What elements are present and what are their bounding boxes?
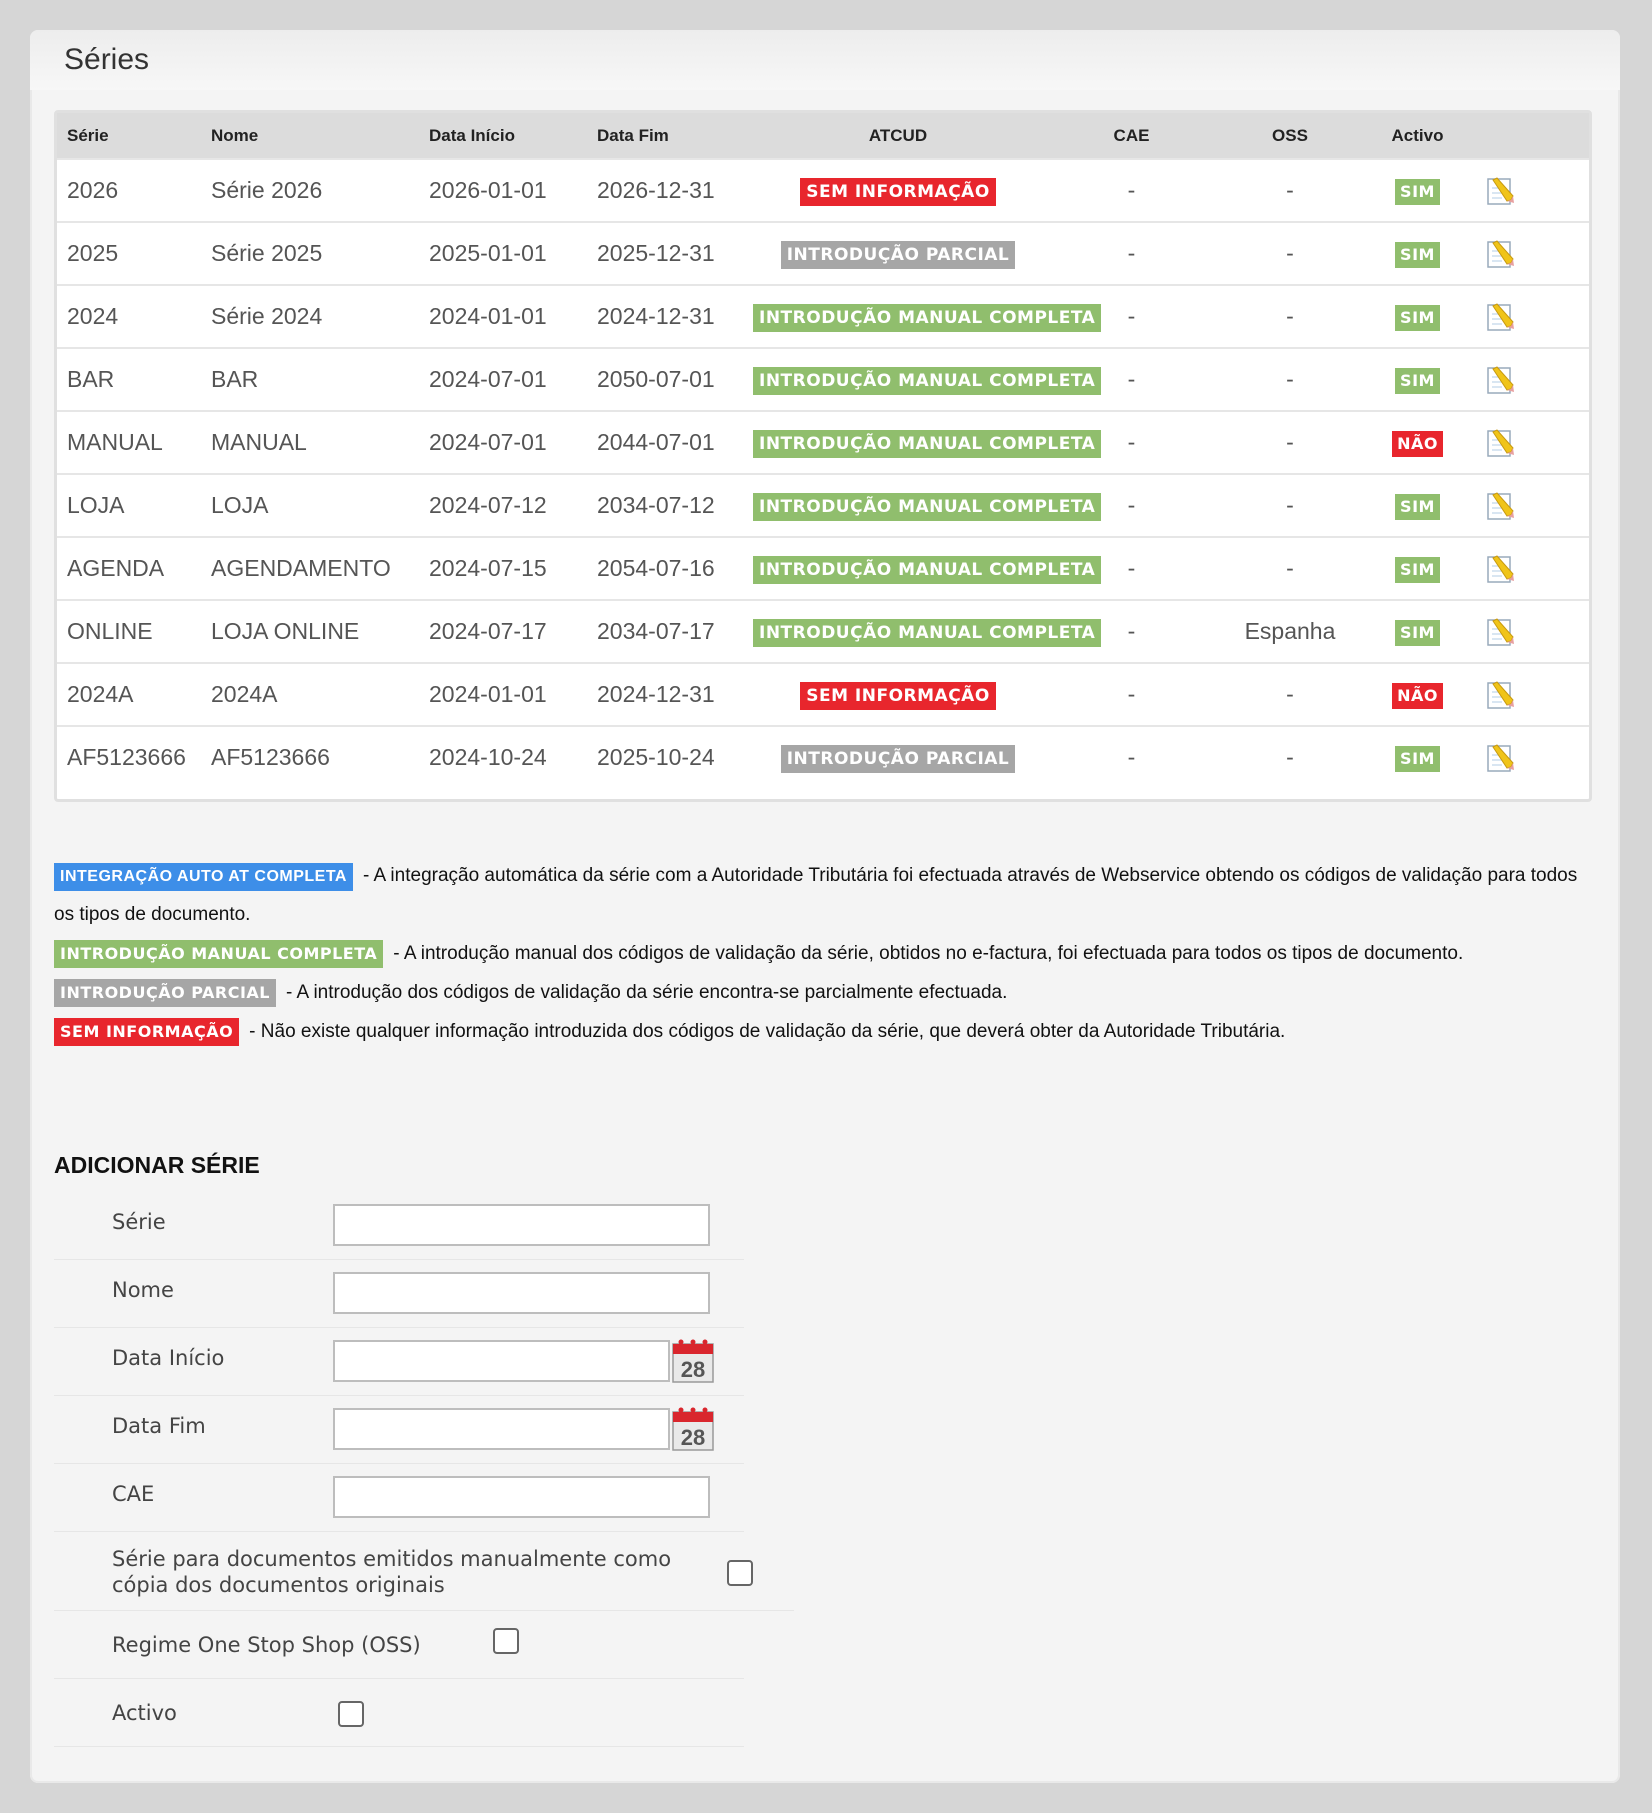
cell-activo	[1360, 222, 1475, 285]
atcud-legend	[54, 856, 1594, 1051]
legend-badge: INTRODUÇÃO PARCIAL	[54, 979, 276, 1007]
activo-status-badge: SIM	[1395, 242, 1440, 268]
cell-serie: AGENDA	[57, 537, 211, 600]
cell-oss: -	[1220, 285, 1360, 348]
cell-data-fim: 2026-12-31	[597, 159, 753, 222]
activo-status-badge: SIM	[1395, 557, 1440, 583]
edit-pencil-icon[interactable]	[1485, 680, 1515, 706]
col-header-cae[interactable]: CAE	[1113, 125, 1150, 145]
cell-cae: -	[1043, 285, 1220, 348]
cell-activo	[1360, 159, 1475, 222]
data-inicio-input[interactable]	[333, 1340, 670, 1382]
table-header-row	[57, 113, 1589, 159]
cell-edit	[1475, 411, 1589, 474]
cell-oss: -	[1220, 222, 1360, 285]
col-header-data-inicio[interactable]: Data Início	[429, 125, 515, 145]
activo-status-badge: SIM	[1395, 179, 1440, 205]
oss-label: Regime One Stop Shop (OSS)	[112, 1633, 421, 1657]
form-row-manual-copy	[54, 1532, 794, 1611]
cell-data-inicio: 2025-01-01	[429, 222, 597, 285]
edit-pencil-icon[interactable]	[1485, 302, 1515, 328]
activo-status-badge: SIM	[1395, 746, 1440, 772]
cell-atcud	[753, 222, 1043, 285]
nome-label: Nome	[112, 1278, 174, 1302]
edit-pencil-icon[interactable]	[1485, 365, 1515, 391]
cell-oss: -	[1220, 474, 1360, 537]
col-header-nome[interactable]: Nome	[211, 125, 259, 145]
cell-data-inicio: 2024-07-15	[429, 537, 597, 600]
cae-label: CAE	[112, 1482, 155, 1506]
form-row-nome	[54, 1260, 744, 1328]
panel-header	[30, 30, 1620, 90]
cell-data-fim: 2025-10-24	[597, 726, 753, 788]
cell-edit	[1475, 285, 1589, 348]
cell-data-inicio: 2024-01-01	[429, 285, 597, 348]
cell-serie: MANUAL	[57, 411, 211, 474]
cell-data-inicio: 2024-07-01	[429, 348, 597, 411]
cell-oss: -	[1220, 348, 1360, 411]
cell-data-inicio: 2026-01-01	[429, 159, 597, 222]
calendar-day-text: 28	[680, 1425, 706, 1450]
data-inicio-label: Data Início	[112, 1346, 225, 1370]
legend-text: - A introdução manual dos códigos de validação da série, obtidos no e-factura, foi efectuada para todos os tipos de documento.	[393, 943, 1464, 964]
cell-atcud	[753, 348, 1096, 411]
cell-data-fim: 2024-12-31	[597, 285, 753, 348]
series-table-container	[54, 110, 1592, 802]
table-row[interactable]	[57, 159, 1589, 222]
cell-data-inicio: 2024-01-01	[429, 663, 597, 726]
form-row-data-inicio	[54, 1328, 744, 1396]
cell-data-fim: 2025-12-31	[597, 222, 753, 285]
form-row-activo	[54, 1679, 744, 1747]
page-title: Séries	[64, 43, 150, 76]
cell-data-fim: 2044-07-01	[597, 411, 753, 474]
data-fim-input[interactable]	[333, 1408, 670, 1450]
form-row-oss	[54, 1611, 744, 1679]
legend-item	[54, 934, 1594, 973]
cell-activo	[1360, 600, 1475, 663]
atcud-status-badge: INTRODUÇÃO PARCIAL	[781, 745, 1016, 773]
cell-nome: 2024A	[211, 663, 429, 726]
activo-label: Activo	[112, 1701, 177, 1725]
cell-serie: LOJA	[57, 474, 211, 537]
calendar-icon[interactable]	[671, 1338, 715, 1384]
legend-item	[54, 1012, 1594, 1051]
cell-data-inicio: 2024-07-01	[429, 411, 597, 474]
atcud-status-badge: INTRODUÇÃO MANUAL COMPLETA	[753, 493, 1101, 521]
atcud-status-badge: INTRODUÇÃO MANUAL COMPLETA	[753, 304, 1101, 332]
series-table	[57, 113, 1589, 788]
calendar-icon[interactable]	[671, 1406, 715, 1452]
activo-status-badge: SIM	[1395, 620, 1440, 646]
cell-edit	[1475, 537, 1589, 600]
table-row[interactable]	[57, 222, 1589, 285]
cell-edit	[1475, 222, 1589, 285]
cell-data-fim: 2050-07-01	[597, 348, 753, 411]
cell-oss: -	[1220, 537, 1360, 600]
cell-cae: -	[1043, 726, 1220, 788]
cell-atcud	[753, 537, 1096, 600]
edit-pencil-icon[interactable]	[1485, 428, 1515, 454]
table-row[interactable]	[57, 663, 1589, 726]
manual-copy-checkbox[interactable]	[727, 1560, 753, 1586]
cell-activo	[1360, 285, 1475, 348]
col-header-edit	[1475, 113, 1589, 159]
legend-badge: INTRODUÇÃO MANUAL COMPLETA	[54, 940, 383, 968]
edit-pencil-icon[interactable]	[1485, 743, 1515, 769]
cell-activo	[1360, 474, 1475, 537]
cell-nome: AGENDAMENTO	[211, 537, 429, 600]
activo-checkbox[interactable]	[338, 1701, 364, 1727]
serie-label: Série	[112, 1210, 166, 1234]
cell-edit	[1475, 600, 1589, 663]
cell-oss: -	[1220, 726, 1360, 788]
cell-edit	[1475, 663, 1589, 726]
manual-copy-label: Série para documentos emitidos manualmente como cópia dos documentos originais	[112, 1547, 672, 1597]
table-row[interactable]	[57, 348, 1589, 411]
table-body	[57, 159, 1589, 788]
oss-checkbox[interactable]	[493, 1628, 519, 1654]
cell-edit	[1475, 474, 1589, 537]
cell-oss: -	[1220, 411, 1360, 474]
cell-cae: -	[1043, 411, 1220, 474]
cell-data-inicio: 2024-07-17	[429, 600, 597, 663]
cell-nome: BAR	[211, 348, 429, 411]
cell-nome: Série 2025	[211, 222, 429, 285]
col-header-atcud[interactable]: ATCUD	[868, 125, 928, 145]
cell-serie: 2024A	[57, 663, 211, 726]
cell-activo	[1360, 663, 1475, 726]
cell-atcud	[753, 474, 1096, 537]
cell-serie: 2025	[57, 222, 211, 285]
cell-nome: Série 2026	[211, 159, 429, 222]
col-header-data-fim[interactable]: Data Fim	[597, 125, 669, 145]
cell-atcud	[753, 663, 1043, 726]
atcud-status-badge: INTRODUÇÃO MANUAL COMPLETA	[753, 430, 1101, 458]
activo-status-badge: SIM	[1395, 368, 1440, 394]
cell-edit	[1475, 348, 1589, 411]
cell-serie: 2024	[57, 285, 211, 348]
edit-pencil-icon[interactable]	[1485, 239, 1515, 265]
cell-oss: Espanha	[1220, 600, 1360, 663]
series-panel	[30, 30, 1620, 1783]
cell-cae: -	[1043, 600, 1220, 663]
table-row[interactable]	[57, 411, 1589, 474]
cell-serie: BAR	[57, 348, 211, 411]
activo-status-badge: SIM	[1395, 494, 1440, 520]
activo-status-badge: NÃO	[1392, 683, 1443, 709]
atcud-status-badge: INTRODUÇÃO MANUAL COMPLETA	[753, 556, 1101, 584]
cell-serie: AF5123666	[57, 726, 211, 788]
cell-atcud	[753, 600, 1096, 663]
cell-data-fim: 2024-12-31	[597, 663, 753, 726]
cell-nome: MANUAL	[211, 411, 429, 474]
cell-atcud	[753, 726, 1043, 788]
cell-activo	[1360, 411, 1475, 474]
cell-cae: -	[1043, 474, 1220, 537]
cell-cae: -	[1043, 348, 1220, 411]
cell-nome: LOJA	[211, 474, 429, 537]
cell-activo	[1360, 726, 1475, 788]
legend-badge: INTEGRAÇÃO AUTO AT COMPLETA	[54, 863, 353, 891]
cell-data-fim: 2034-07-17	[597, 600, 753, 663]
cell-oss: -	[1220, 663, 1360, 726]
cell-data-fim: 2054-07-16	[597, 537, 753, 600]
legend-text: - A introdução dos códigos de validação da série encontra-se parcialmente efectuada.	[285, 982, 1008, 1003]
activo-status-badge: SIM	[1395, 305, 1440, 331]
cell-nome: LOJA ONLINE	[211, 600, 429, 663]
cell-atcud	[753, 285, 1096, 348]
cell-oss: -	[1220, 159, 1360, 222]
cell-serie: ONLINE	[57, 600, 211, 663]
form-row-data-fim	[54, 1396, 744, 1464]
edit-pencil-icon[interactable]	[1485, 176, 1515, 202]
cell-edit	[1475, 159, 1589, 222]
serie-input[interactable]	[333, 1204, 710, 1246]
edit-pencil-icon[interactable]	[1485, 617, 1515, 643]
atcud-status-badge: INTRODUÇÃO MANUAL COMPLETA	[753, 619, 1101, 647]
cell-data-inicio: 2024-10-24	[429, 726, 597, 788]
cell-nome: Série 2024	[211, 285, 429, 348]
legend-badge: SEM INFORMAÇÃO	[54, 1018, 239, 1046]
cell-data-fim: 2034-07-12	[597, 474, 753, 537]
add-series-title: ADICIONAR SÉRIE	[54, 1152, 260, 1178]
form-row-cae	[54, 1464, 744, 1532]
cae-input[interactable]	[333, 1476, 710, 1518]
cell-activo	[1360, 348, 1475, 411]
form-row-serie	[54, 1192, 744, 1260]
edit-pencil-icon[interactable]	[1485, 554, 1515, 580]
cell-data-inicio: 2024-07-12	[429, 474, 597, 537]
legend-text: - Não existe qualquer informação introduzida dos códigos de validação da série, que deverá obter da Autoridade Tributária.	[249, 1021, 1286, 1042]
nome-input[interactable]	[333, 1272, 710, 1314]
table-row[interactable]	[57, 474, 1589, 537]
cell-activo	[1360, 537, 1475, 600]
legend-item	[54, 856, 1594, 934]
data-fim-label: Data Fim	[112, 1414, 206, 1438]
col-header-serie[interactable]: Série	[67, 125, 109, 145]
atcud-status-badge: INTRODUÇÃO PARCIAL	[781, 241, 1016, 269]
cell-atcud	[753, 411, 1096, 474]
cell-cae: -	[1043, 663, 1220, 726]
atcud-status-badge: SEM INFORMAÇÃO	[800, 178, 996, 206]
legend-text: - A integração automática da série com a Autoridade Tributária foi efectuada através de Webservice obtendo os códigos de validação para todos os tipos de documento.	[54, 865, 1578, 925]
legend-item	[54, 973, 1594, 1012]
cell-edit	[1475, 726, 1589, 788]
edit-pencil-icon[interactable]	[1485, 491, 1515, 517]
cell-serie: 2026	[57, 159, 211, 222]
col-header-activo[interactable]: Activo	[1391, 125, 1444, 145]
table-row[interactable]	[57, 537, 1589, 600]
cell-atcud	[753, 159, 1043, 222]
activo-status-badge: NÃO	[1392, 431, 1443, 457]
calendar-day-text: 28	[680, 1357, 706, 1382]
atcud-status-badge: INTRODUÇÃO MANUAL COMPLETA	[753, 367, 1101, 395]
cell-cae: -	[1043, 537, 1220, 600]
atcud-status-badge: SEM INFORMAÇÃO	[800, 682, 996, 710]
cell-cae: -	[1043, 222, 1220, 285]
table-row[interactable]	[57, 600, 1589, 663]
cell-nome: AF5123666	[211, 726, 429, 788]
table-row[interactable]	[57, 726, 1589, 788]
table-row[interactable]	[57, 285, 1589, 348]
col-header-oss[interactable]: OSS	[1272, 125, 1308, 145]
cell-cae: -	[1043, 159, 1220, 222]
